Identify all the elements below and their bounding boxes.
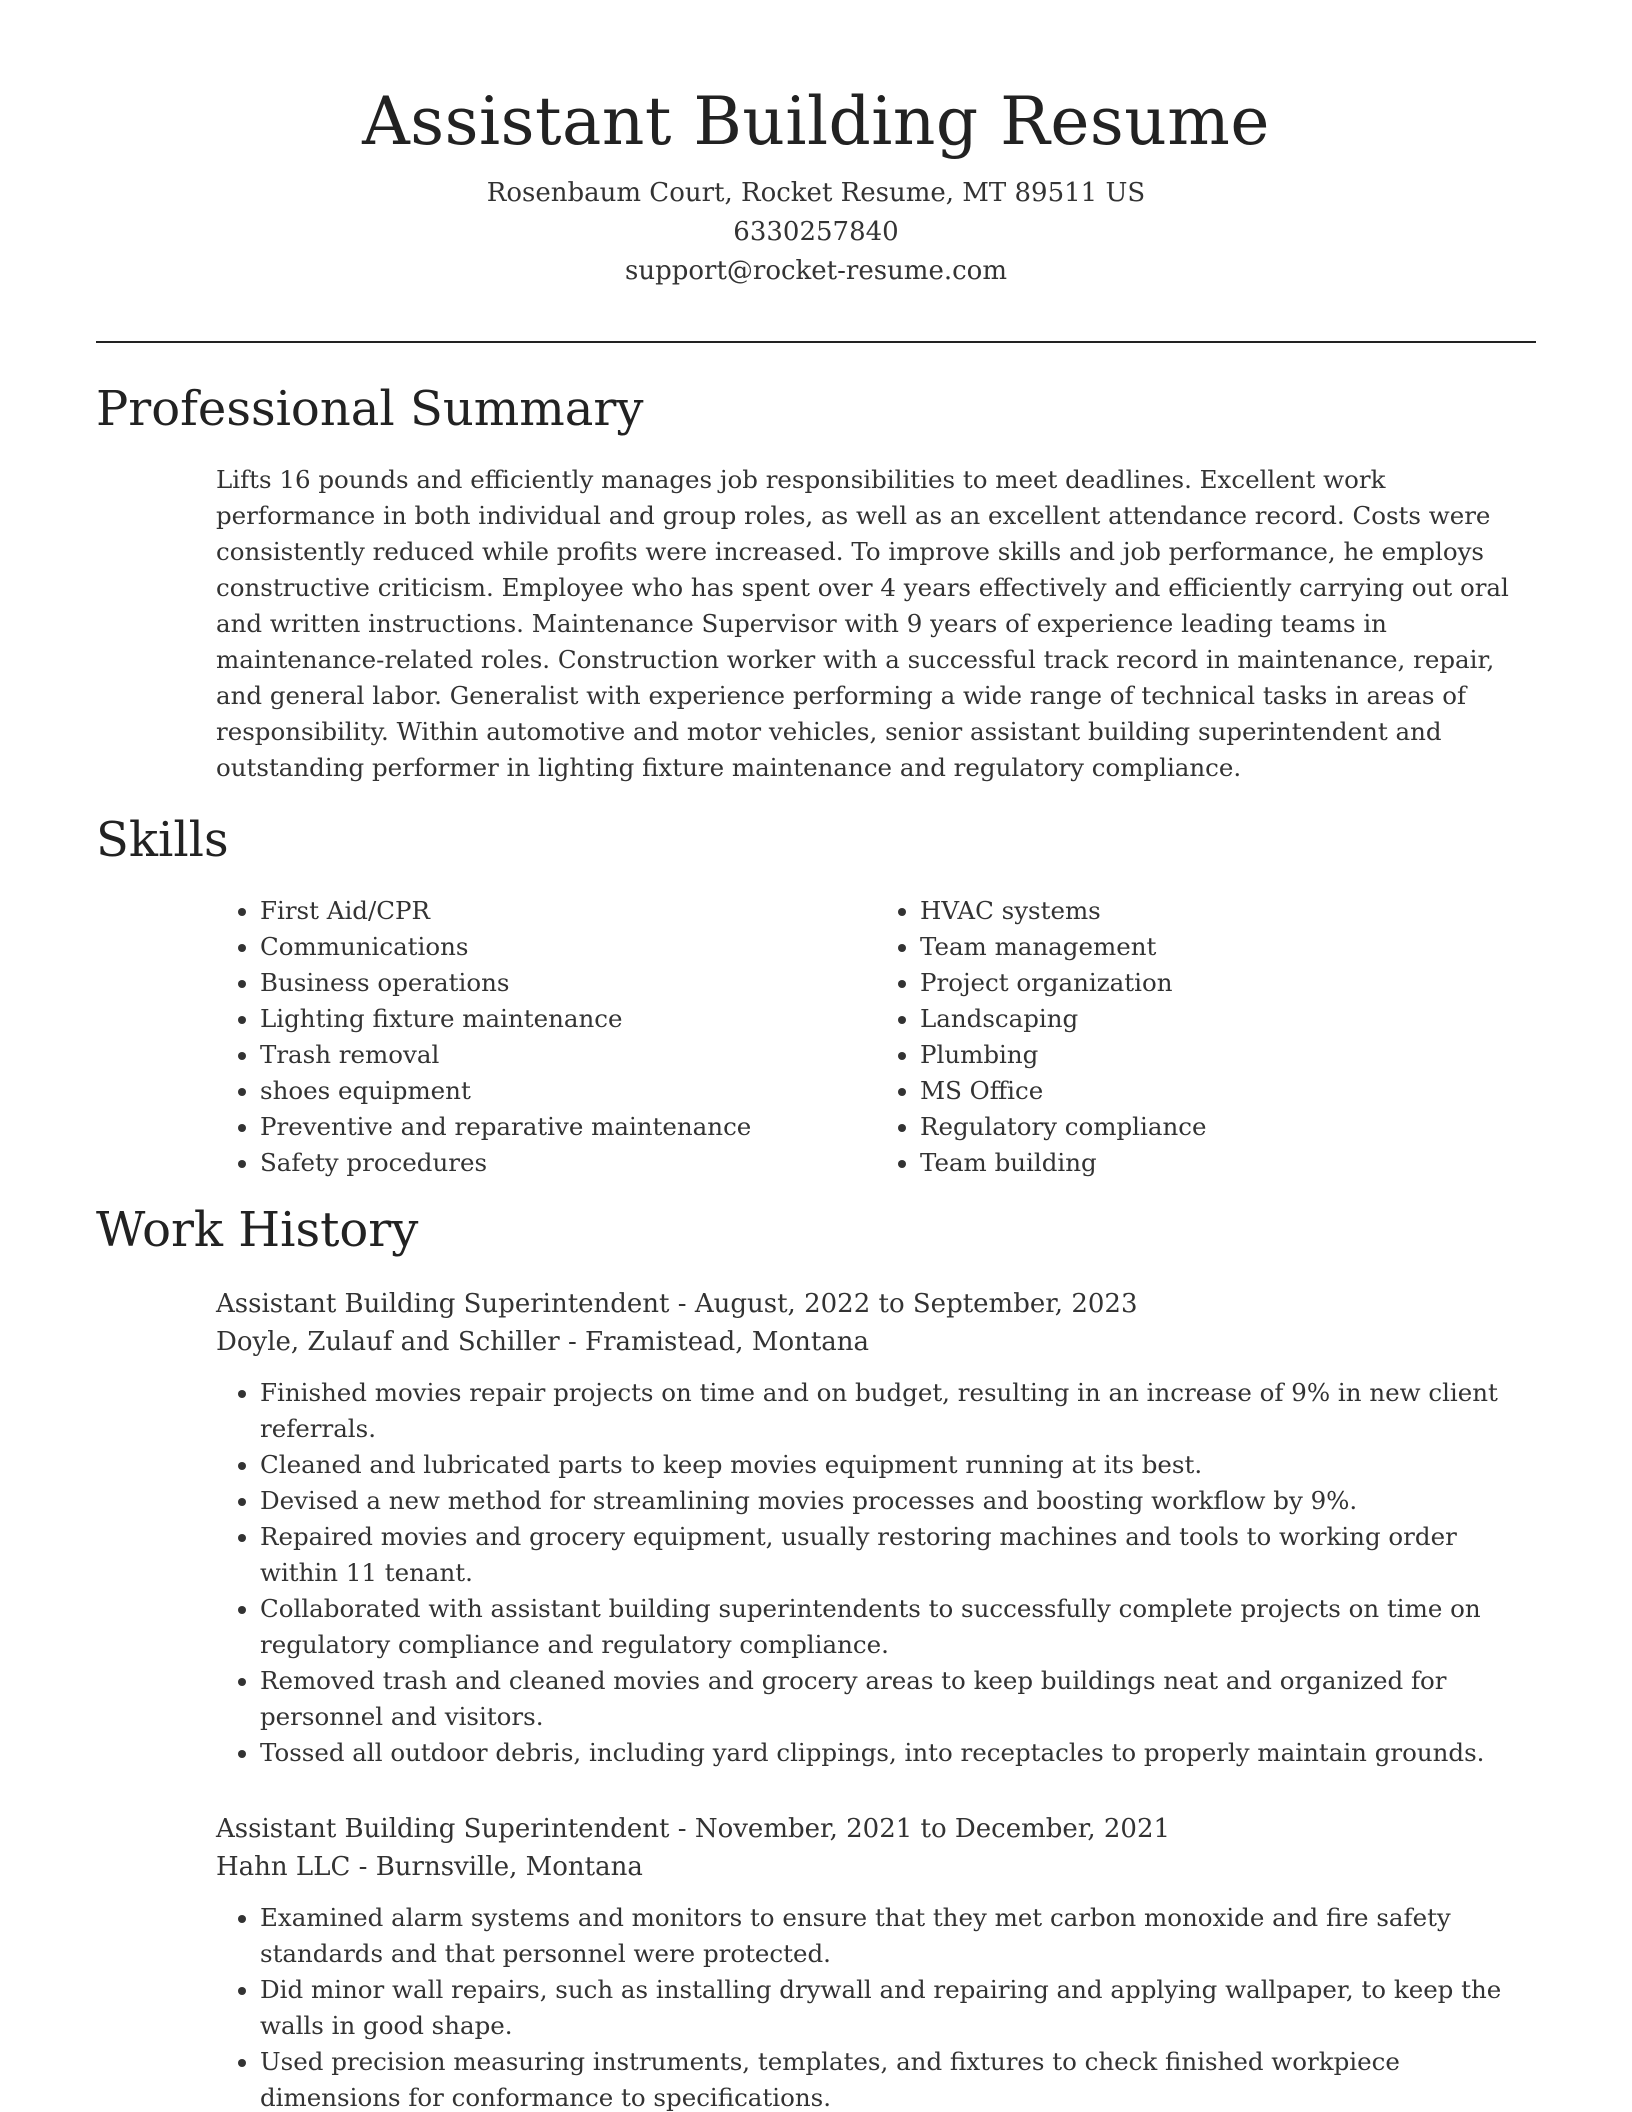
list-item: • Examined alarm systems and monitors to ensure that they met carbon monoxide and fire safety standards and that personnel were protected. — [260, 1900, 1536, 1972]
summary-text: Lifts 16 pounds and efficiently manages job responsibilities to meet deadlines. Excellent work performance in both individual and group roles, as well as an excellent attendance record. Costs were consistently reduced while profits were increased. To improve skills and job performance, he employs constructive criticism. Employee who has spent over 4 years effectively and efficiently carrying out oral and written instructions. Maintenance Supervisor with 9 years of experience leading teams in maintenance-related roles. Construction worker with a successful track record in maintenance, repair, and general labor. Generalist with experience performing a wide range of technical tasks in areas of responsibility. Within automotive and motor vehicles, senior assistant building superintendent and outstanding performer in lighting fixture maintenance and regulatory compliance. — [216, 465, 1509, 782]
list-item: • Repaired movies and grocery equipment, usually restoring machines and tools to working order within 11 tenant. — [260, 1519, 1536, 1591]
job-dates: November, 2021 to December, 2021 — [694, 1814, 1171, 1844]
job-title: Assistant Building Superintendent — [216, 1814, 670, 1844]
list-item: • Regulatory compliance — [920, 1109, 1536, 1145]
work-section — [96, 1202, 1536, 1260]
header-divider — [96, 341, 1536, 343]
list-item: • HVAC systems — [920, 893, 1536, 929]
contact-block — [0, 174, 1632, 291]
list-item: • Tossed all outdoor debris, including yard clippings, into receptacles to properly maintain grounds. — [260, 1735, 1536, 1771]
contact-phone: 6330257840 — [733, 216, 899, 247]
job-title-line: Assistant Building Superintendent - November, 2021 to December, 2021 — [216, 1814, 1171, 1844]
list-item: • First Aid/CPR — [260, 893, 876, 929]
list-item: • Safety procedures — [260, 1145, 876, 1181]
list-item: • MS Office — [920, 1073, 1536, 1109]
summary-heading: Professional Summary — [96, 381, 644, 437]
list-item: • shoes equipment — [260, 1073, 876, 1109]
summary-section — [96, 381, 1536, 439]
job-bullets — [216, 1900, 1536, 2112]
list-item: • Finished movies repair projects on time and on budget, resulting in an increase of 9% in new client referrals. — [260, 1375, 1536, 1447]
list-item: • Communications — [260, 929, 876, 965]
job-location: Framistead, Montana — [585, 1327, 870, 1357]
job-location: Burnsville, Montana — [375, 1852, 643, 1882]
job-bullets — [216, 1375, 1536, 1771]
contact-email: support@rocket-resume.com — [624, 255, 1007, 286]
job-company: Hahn LLC — [216, 1852, 351, 1882]
job-title: Assistant Building Superintendent — [216, 1289, 670, 1319]
list-item: • Landscaping — [920, 1001, 1536, 1037]
list-item: • Preventive and reparative maintenance — [260, 1109, 876, 1145]
skills-columns — [216, 893, 1536, 1181]
skills-section — [96, 812, 1536, 870]
list-item: • Collaborated with assistant building superintendents to successfully complete projects on time on regulatory compliance and regulatory compliance. — [260, 1591, 1536, 1663]
skills-heading: Skills — [96, 812, 229, 868]
list-item: • Lighting fixture maintenance — [260, 1001, 876, 1037]
contact-address: Rosenbaum Court, Rocket Resume, MT 89511 US — [486, 177, 1146, 208]
job-dates: August, 2022 to September, 2023 — [694, 1289, 1138, 1319]
list-item: • Removed trash and cleaned movies and grocery areas to keep buildings neat and organized for personnel and visitors. — [260, 1663, 1536, 1735]
list-item: • Cleaned and lubricated parts to keep movies equipment running at its best. — [260, 1447, 1536, 1483]
list-item: • Used precision measuring instruments, templates, and fixtures to check finished workpiece dimensions for conformance to specifications. — [260, 2044, 1536, 2112]
job-entry-2 — [216, 1810, 1536, 2112]
list-item: • Did minor wall repairs, such as installing drywall and repairing and applying wallpaper, to keep the walls in good shape. — [260, 1972, 1536, 2044]
skills-list-left — [216, 893, 876, 1181]
resume-header — [0, 0, 1632, 291]
resume-title: Assistant Building Resume — [362, 83, 1270, 160]
list-item: • Devised a new method for streamlining movies processes and boosting workflow by 9%. — [260, 1483, 1536, 1519]
list-item: • Business operations — [260, 965, 876, 1001]
list-item: • Plumbing — [920, 1037, 1536, 1073]
job-entry-1 — [216, 1285, 1536, 1771]
job-company-line: Hahn LLC - Burnsville, Montana — [216, 1852, 643, 1882]
work-heading: Work History — [96, 1202, 419, 1258]
list-item: • Trash removal — [260, 1037, 876, 1073]
list-item: • Team management — [920, 929, 1536, 965]
job-company-line: Doyle, Zulauf and Schiller - Framistead, Montana — [216, 1327, 870, 1357]
list-item: • Team building — [920, 1145, 1536, 1181]
skills-list-right — [876, 893, 1536, 1181]
job-title-line: Assistant Building Superintendent - August, 2022 to September, 2023 — [216, 1289, 1138, 1319]
job-company: Doyle, Zulauf and Schiller — [216, 1327, 560, 1357]
list-item: • Project organization — [920, 965, 1536, 1001]
